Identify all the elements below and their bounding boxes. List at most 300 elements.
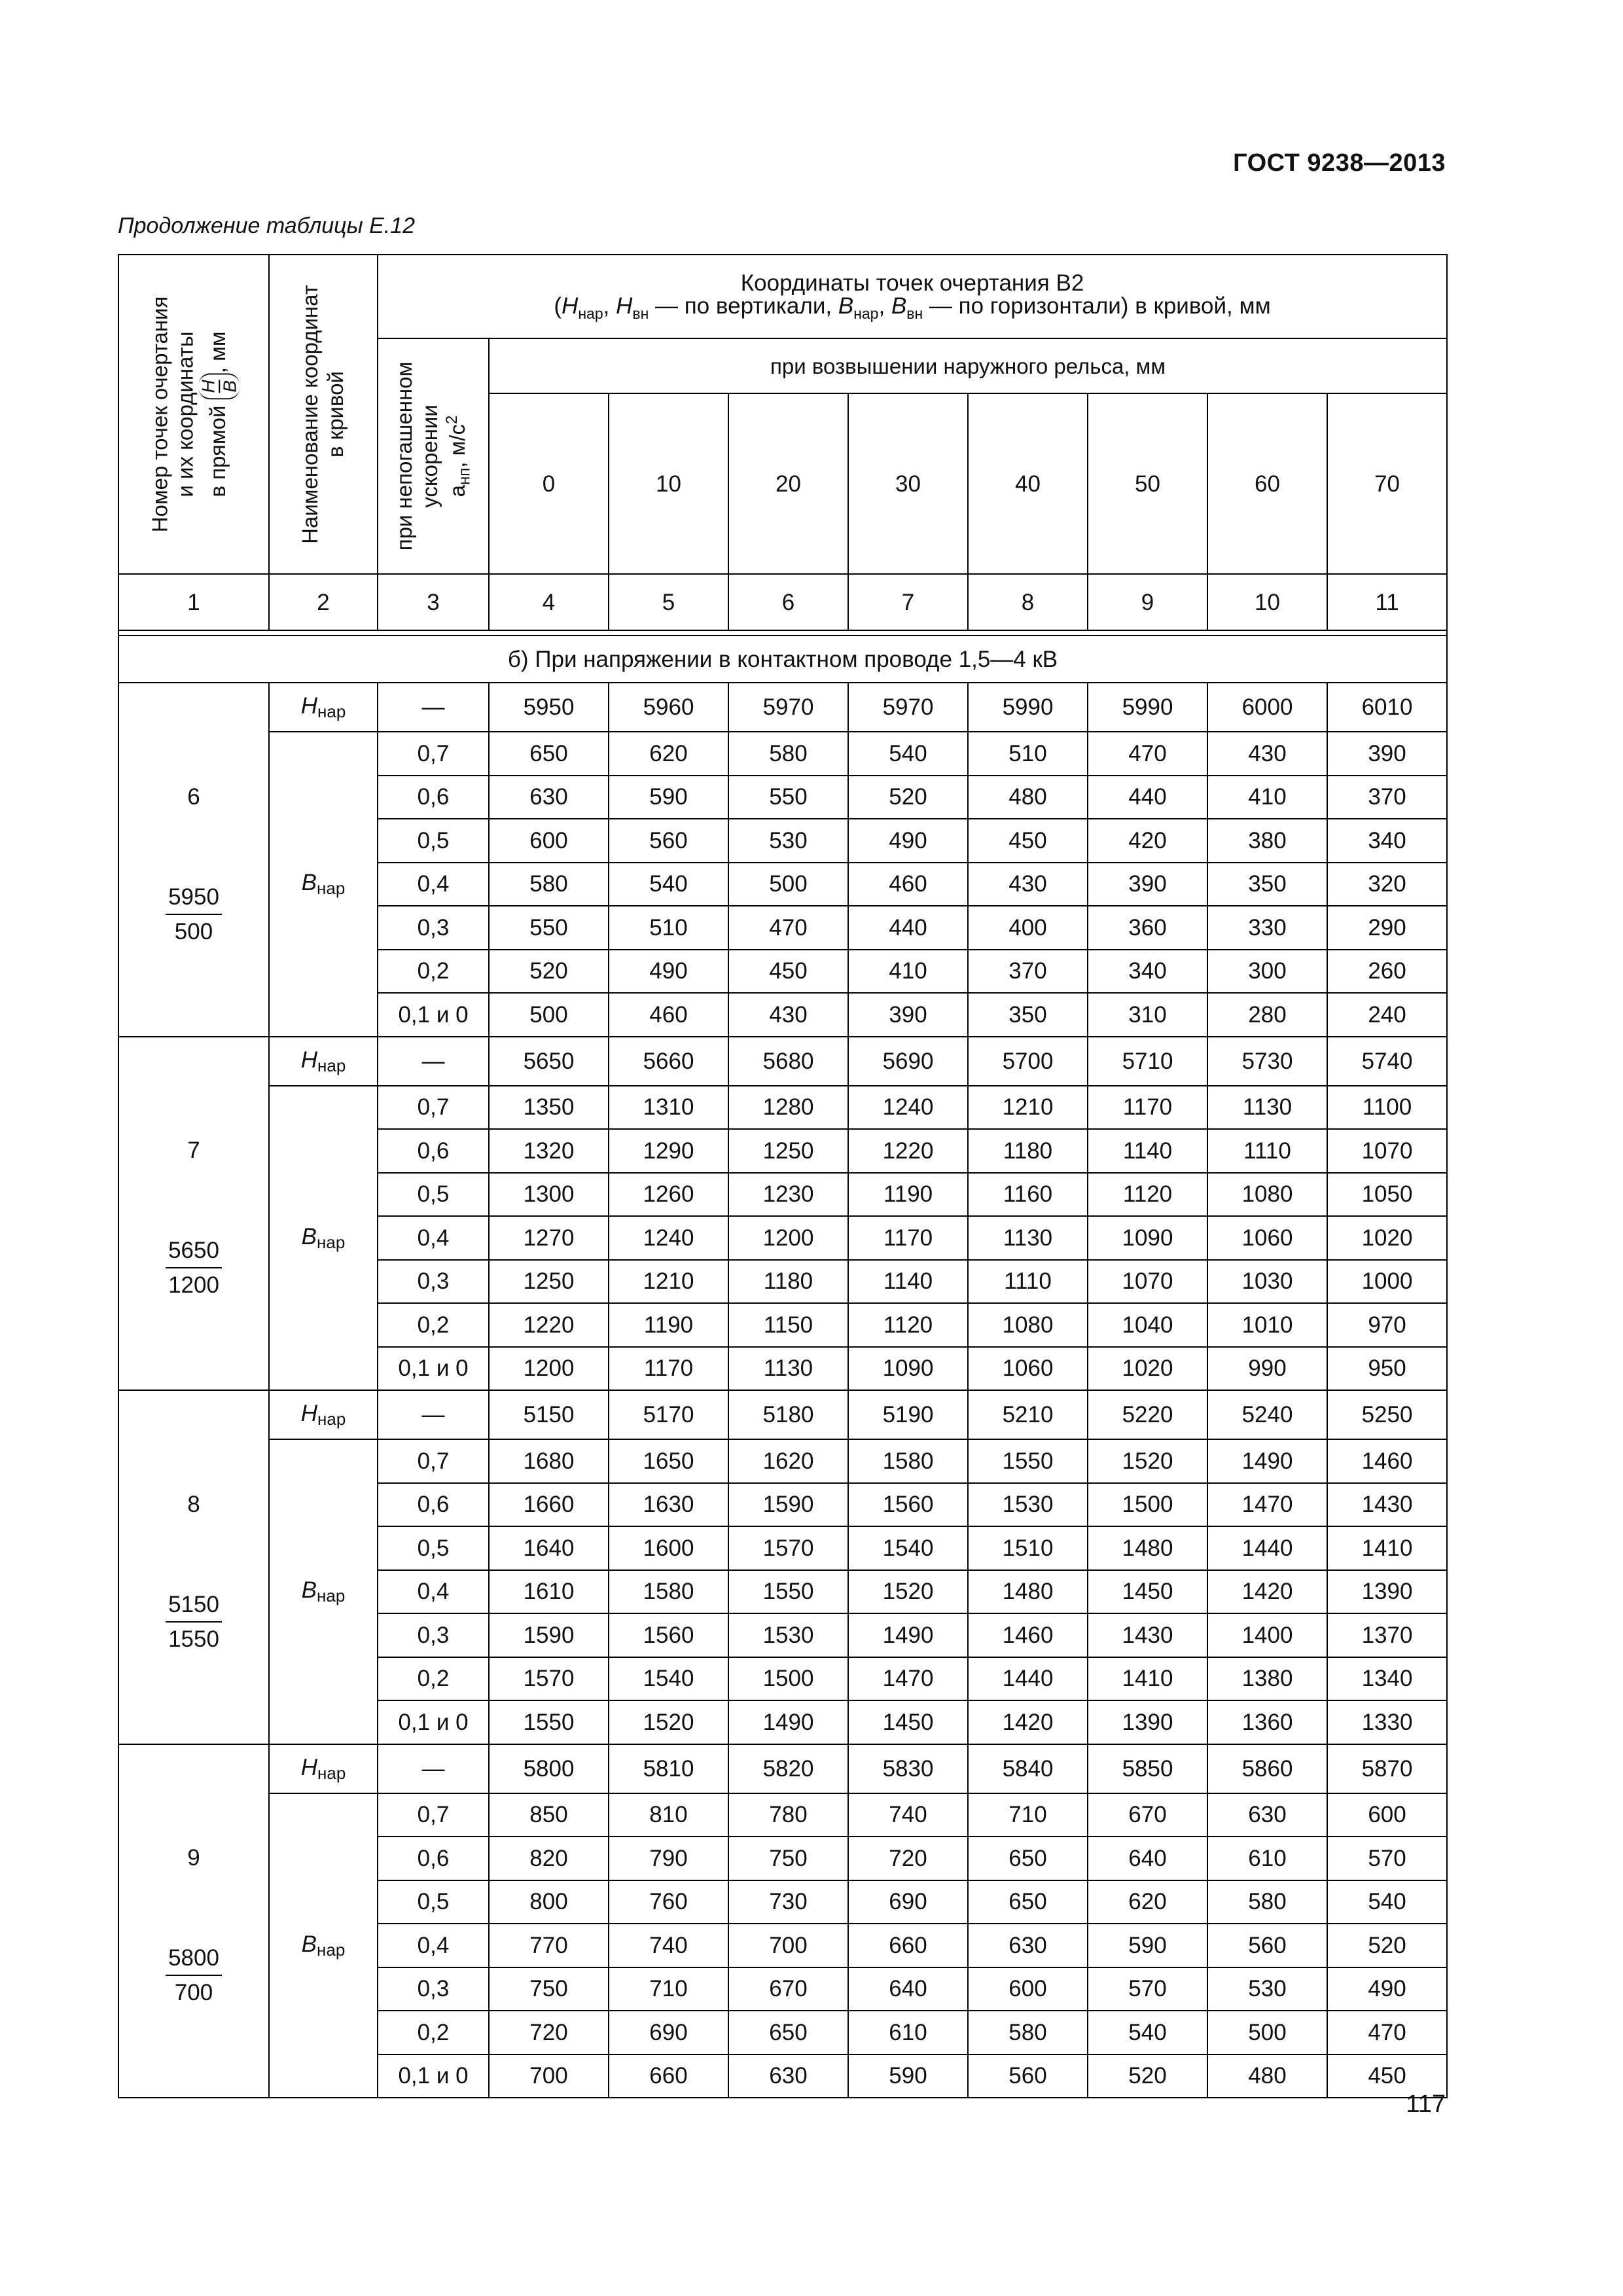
value-cell: 970 xyxy=(1327,1303,1447,1347)
value-cell: 1120 xyxy=(1088,1173,1207,1217)
value-cell: 750 xyxy=(489,1967,609,2011)
value-cell: 490 xyxy=(609,950,728,994)
value-cell: 1320 xyxy=(489,1129,609,1173)
value-cell: 650 xyxy=(968,1837,1088,1880)
header-coordinates-b2: Координаты точек очертания В2 ($H_{нар}$, $H_{вн}$ — по вертикали, $B_{нар}$, $B_{вн}$ — по горизонтали) в кривой, мм xyxy=(378,255,1447,338)
value-cell: 5970 xyxy=(848,683,968,732)
value-cell: 1140 xyxy=(848,1260,968,1304)
value-cell: 820 xyxy=(489,1837,609,1880)
value-cell: 570 xyxy=(1327,1837,1447,1880)
value-cell: 1140 xyxy=(1088,1129,1207,1173)
value-cell: 1430 xyxy=(1088,1613,1207,1657)
value-cell: 580 xyxy=(968,2011,1088,2054)
value-cell: 1480 xyxy=(968,1570,1088,1614)
b-nar-label: $B_{нар}$ xyxy=(269,1086,378,1391)
value-cell: 1570 xyxy=(489,1657,609,1701)
header-rail-elevation: при возвышении наружного рельса, мм xyxy=(489,338,1447,393)
value-cell: 1550 xyxy=(728,1570,848,1614)
accel-dash: — xyxy=(378,1744,489,1793)
value-cell: 1200 xyxy=(489,1347,609,1391)
value-cell: 1130 xyxy=(1207,1086,1327,1130)
value-cell: 810 xyxy=(609,1793,728,1837)
value-cell: 600 xyxy=(968,1967,1088,2011)
elevation-header-cell: 40 xyxy=(968,393,1088,574)
value-cell: 740 xyxy=(848,1793,968,1837)
accel-dash: — xyxy=(378,1037,489,1086)
accel-cell: 0,3 xyxy=(378,1613,489,1657)
value-cell: 1020 xyxy=(1088,1347,1207,1391)
column-number: 10 xyxy=(1207,574,1327,630)
value-cell: 5700 xyxy=(968,1037,1088,1086)
value-cell: 310 xyxy=(1088,993,1207,1037)
accel-cell: 0,1 и 0 xyxy=(378,1700,489,1744)
value-cell: 620 xyxy=(1088,1880,1207,1924)
value-cell: 530 xyxy=(1207,1967,1327,2011)
value-cell: 500 xyxy=(728,863,848,906)
value-cell: 450 xyxy=(1327,2054,1447,2098)
column-number: 7 xyxy=(848,574,968,630)
h-row xyxy=(118,683,1447,732)
value-cell: 1540 xyxy=(609,1657,728,1701)
value-cell: 420 xyxy=(1088,819,1207,863)
accel-cell: 0,1 и 0 xyxy=(378,1347,489,1391)
accel-cell: 0,2 xyxy=(378,2011,489,2054)
value-cell: 990 xyxy=(1207,1347,1327,1391)
h-nar-label: $H_{нар}$ xyxy=(269,1390,378,1439)
value-cell: 520 xyxy=(1088,2054,1207,2098)
elevation-header-cell: 70 xyxy=(1327,393,1447,574)
value-cell: 1170 xyxy=(609,1347,728,1391)
value-cell: 1650 xyxy=(609,1439,728,1483)
accel-cell: 0,3 xyxy=(378,906,489,950)
value-cell: 1450 xyxy=(848,1700,968,1744)
value-cell: 850 xyxy=(489,1793,609,1837)
value-cell: 480 xyxy=(968,776,1088,819)
value-cell: 1080 xyxy=(1207,1173,1327,1217)
value-cell: 1180 xyxy=(968,1129,1088,1173)
value-cell: 1600 xyxy=(609,1526,728,1570)
accel-cell: 0,7 xyxy=(378,1086,489,1130)
value-cell: 1270 xyxy=(489,1216,609,1260)
value-cell: 1160 xyxy=(968,1173,1088,1217)
value-cell: 470 xyxy=(1327,2011,1447,2054)
accel-cell: 0,5 xyxy=(378,1880,489,1924)
value-cell: 1290 xyxy=(609,1129,728,1173)
value-cell: 1050 xyxy=(1327,1173,1447,1217)
value-cell: 1070 xyxy=(1327,1129,1447,1173)
value-cell: 950 xyxy=(1327,1347,1447,1391)
value-cell: 330 xyxy=(1207,906,1327,950)
fraction-numerator: 5800 xyxy=(166,1946,222,1976)
page-number: 117 xyxy=(1406,2090,1446,2118)
value-cell: 1470 xyxy=(848,1657,968,1701)
b-nar-label: $B_{нар}$ xyxy=(269,732,378,1037)
h-over-b-fraction: H B xyxy=(198,373,240,399)
value-cell: 1530 xyxy=(968,1483,1088,1527)
value-cell: 1210 xyxy=(968,1086,1088,1130)
value-cell: 500 xyxy=(489,993,609,1037)
value-cell: 240 xyxy=(1327,993,1447,1037)
value-cell: 1520 xyxy=(609,1700,728,1744)
value-cell: 5950 xyxy=(489,683,609,732)
value-cell: 580 xyxy=(728,732,848,776)
value-cell: 370 xyxy=(1327,776,1447,819)
value-cell: 5240 xyxy=(1207,1390,1327,1439)
value-cell: 1340 xyxy=(1327,1657,1447,1701)
value-cell: 460 xyxy=(609,993,728,1037)
fraction-numerator: 5650 xyxy=(166,1239,222,1268)
value-cell: 1590 xyxy=(489,1613,609,1657)
value-cell: 1010 xyxy=(1207,1303,1327,1347)
value-cell: 1330 xyxy=(1327,1700,1447,1744)
value-cell: 670 xyxy=(1088,1793,1207,1837)
fraction-denominator: 1200 xyxy=(168,1272,219,1299)
point-number: 8 xyxy=(187,1491,200,1517)
value-cell: 580 xyxy=(489,863,609,906)
value-cell: 1400 xyxy=(1207,1613,1327,1657)
value-cell: 5990 xyxy=(968,683,1088,732)
value-cell: 5180 xyxy=(728,1390,848,1439)
value-cell: 1580 xyxy=(609,1570,728,1614)
value-cell: 1640 xyxy=(489,1526,609,1570)
elevation-header-cell: 20 xyxy=(728,393,848,574)
value-cell: 5690 xyxy=(848,1037,968,1086)
value-cell: 780 xyxy=(728,1793,848,1837)
value-cell: 1580 xyxy=(848,1439,968,1483)
value-cell: 730 xyxy=(728,1880,848,1924)
value-cell: 600 xyxy=(489,819,609,863)
value-cell: 1220 xyxy=(489,1303,609,1347)
value-cell: 670 xyxy=(728,1967,848,2011)
value-cell: 750 xyxy=(728,1837,848,1880)
value-cell: 5800 xyxy=(489,1744,609,1793)
value-cell: 1460 xyxy=(968,1613,1088,1657)
value-cell: 1070 xyxy=(1088,1260,1207,1304)
value-cell: 1370 xyxy=(1327,1613,1447,1657)
value-cell: 660 xyxy=(609,2054,728,2098)
value-cell: 1500 xyxy=(728,1657,848,1701)
value-cell: 1630 xyxy=(609,1483,728,1527)
value-cell: 380 xyxy=(1207,819,1327,863)
column-number: 11 xyxy=(1327,574,1447,630)
value-cell: 1090 xyxy=(1088,1216,1207,1260)
value-cell: 1210 xyxy=(609,1260,728,1304)
accel-dash: — xyxy=(378,1390,489,1439)
value-cell: 1590 xyxy=(728,1483,848,1527)
value-cell: 390 xyxy=(1088,863,1207,906)
h-nar-label: $H_{нар}$ xyxy=(269,1037,378,1086)
document-code: ГОСТ 9238—2013 xyxy=(1233,149,1446,177)
value-cell: 470 xyxy=(1088,732,1207,776)
value-cell: 1390 xyxy=(1088,1700,1207,1744)
value-cell: 5860 xyxy=(1207,1744,1327,1793)
h-row xyxy=(118,1037,1447,1086)
value-cell: 720 xyxy=(489,2011,609,2054)
fraction-numerator: 5950 xyxy=(166,886,222,915)
value-cell: 5650 xyxy=(489,1037,609,1086)
value-cell: 450 xyxy=(968,819,1088,863)
elevation-header-cell: 50 xyxy=(1088,393,1207,574)
value-cell: 1660 xyxy=(489,1483,609,1527)
value-cell: 790 xyxy=(609,1837,728,1880)
value-cell: 5210 xyxy=(968,1390,1088,1439)
value-cell: 1040 xyxy=(1088,1303,1207,1347)
value-cell: 690 xyxy=(609,2011,728,2054)
value-cell: 1310 xyxy=(609,1086,728,1130)
accel-cell: 0,1 и 0 xyxy=(378,993,489,1037)
value-cell: 5170 xyxy=(609,1390,728,1439)
value-cell: 1350 xyxy=(489,1086,609,1130)
value-cell: 5970 xyxy=(728,683,848,732)
value-cell: 1240 xyxy=(848,1086,968,1130)
b-row xyxy=(118,1086,1447,1130)
value-cell: 710 xyxy=(609,1967,728,2011)
value-cell: 300 xyxy=(1207,950,1327,994)
straight-coordinates-fraction xyxy=(166,1239,222,1297)
table-caption: Продолжение таблицы Е.12 xyxy=(118,213,416,238)
value-cell: 1000 xyxy=(1327,1260,1447,1304)
value-cell: 5250 xyxy=(1327,1390,1447,1439)
accel-cell: 0,3 xyxy=(378,1260,489,1304)
value-cell: 520 xyxy=(1327,1924,1447,1967)
value-cell: 1060 xyxy=(968,1347,1088,1391)
elevation-header-cell: 10 xyxy=(609,393,728,574)
value-cell: 1460 xyxy=(1327,1439,1447,1483)
value-cell: 280 xyxy=(1207,993,1327,1037)
value-cell: 1250 xyxy=(728,1129,848,1173)
value-cell: 1200 xyxy=(728,1216,848,1260)
elevation-header-cell: 60 xyxy=(1207,393,1327,574)
value-cell: 350 xyxy=(968,993,1088,1037)
value-cell: 290 xyxy=(1327,906,1447,950)
value-cell: 450 xyxy=(728,950,848,994)
column-number: 8 xyxy=(968,574,1088,630)
value-cell: 700 xyxy=(489,2054,609,2098)
accel-cell: 0,4 xyxy=(378,863,489,906)
value-cell: 390 xyxy=(848,993,968,1037)
value-cell: 1410 xyxy=(1327,1526,1447,1570)
value-cell: 1470 xyxy=(1207,1483,1327,1527)
value-cell: 490 xyxy=(848,819,968,863)
value-cell: 1450 xyxy=(1088,1570,1207,1614)
value-cell: 1150 xyxy=(728,1303,848,1347)
straight-coordinates-fraction xyxy=(166,886,222,943)
value-cell: 5220 xyxy=(1088,1390,1207,1439)
value-cell: 1680 xyxy=(489,1439,609,1483)
value-cell: 1130 xyxy=(968,1216,1088,1260)
point-cell xyxy=(118,1037,269,1391)
value-cell: 630 xyxy=(489,776,609,819)
value-cell: 630 xyxy=(968,1924,1088,1967)
b-row xyxy=(118,1793,1447,1837)
value-cell: 1510 xyxy=(968,1526,1088,1570)
column-number: 9 xyxy=(1088,574,1207,630)
value-cell: 1180 xyxy=(728,1260,848,1304)
value-cell: 610 xyxy=(848,2011,968,2054)
accel-cell: 0,7 xyxy=(378,1793,489,1837)
value-cell: 1500 xyxy=(1088,1483,1207,1527)
value-cell: 5810 xyxy=(609,1744,728,1793)
value-cell: 770 xyxy=(489,1924,609,1967)
value-cell: 690 xyxy=(848,1880,968,1924)
value-cell: 1410 xyxy=(1088,1657,1207,1701)
value-cell: 260 xyxy=(1327,950,1447,994)
value-cell: 530 xyxy=(728,819,848,863)
value-cell: 570 xyxy=(1088,1967,1207,2011)
value-cell: 5840 xyxy=(968,1744,1088,1793)
value-cell: 650 xyxy=(968,1880,1088,1924)
value-cell: 1110 xyxy=(968,1260,1088,1304)
value-cell: 1610 xyxy=(489,1570,609,1614)
value-cell: 5820 xyxy=(728,1744,848,1793)
straight-coordinates-fraction xyxy=(166,1593,222,1651)
value-cell: 550 xyxy=(489,906,609,950)
value-cell: 5740 xyxy=(1327,1037,1447,1086)
value-cell: 650 xyxy=(489,732,609,776)
value-cell: 740 xyxy=(609,1924,728,1967)
value-cell: 1080 xyxy=(968,1303,1088,1347)
header-coordinate-names: Наименование координат в кривой xyxy=(269,255,378,574)
accel-cell: 0,5 xyxy=(378,1526,489,1570)
header-acceleration: при непогашенном ускорении $a_{нп}$, $м/с^2$ xyxy=(378,338,489,574)
accel-cell: 0,2 xyxy=(378,950,489,994)
value-cell: 1020 xyxy=(1327,1216,1447,1260)
value-cell: 1360 xyxy=(1207,1700,1327,1744)
value-cell: 1520 xyxy=(1088,1439,1207,1483)
value-cell: 1390 xyxy=(1327,1570,1447,1614)
column-number: 1 xyxy=(118,574,269,630)
value-cell: 560 xyxy=(968,2054,1088,2098)
value-cell: 590 xyxy=(848,2054,968,2098)
value-cell: 620 xyxy=(609,732,728,776)
column-number: 5 xyxy=(609,574,728,630)
value-cell: 540 xyxy=(1327,1880,1447,1924)
value-cell: 1420 xyxy=(968,1700,1088,1744)
b-nar-label: $B_{нар}$ xyxy=(269,1793,378,2098)
value-cell: 540 xyxy=(609,863,728,906)
value-cell: 590 xyxy=(609,776,728,819)
accel-cell: 0,1 и 0 xyxy=(378,2054,489,2098)
value-cell: 320 xyxy=(1327,863,1447,906)
value-cell: 1620 xyxy=(728,1439,848,1483)
point-cell xyxy=(118,1390,269,1744)
value-cell: 5680 xyxy=(728,1037,848,1086)
value-cell: 610 xyxy=(1207,1837,1327,1880)
value-cell: 1300 xyxy=(489,1173,609,1217)
value-cell: 6010 xyxy=(1327,683,1447,732)
section-title: б) При напряжении в контактном проводе 1,5—4 кВ xyxy=(118,636,1447,683)
value-cell: 520 xyxy=(489,950,609,994)
value-cell: 1250 xyxy=(489,1260,609,1304)
value-cell: 700 xyxy=(728,1924,848,1967)
value-cell: 640 xyxy=(1088,1837,1207,1880)
value-cell: 1030 xyxy=(1207,1260,1327,1304)
h-nar-label: $H_{нар}$ xyxy=(269,683,378,732)
value-cell: 1570 xyxy=(728,1526,848,1570)
value-cell: 510 xyxy=(609,906,728,950)
value-cell: 430 xyxy=(1207,732,1327,776)
value-cell: 360 xyxy=(1088,906,1207,950)
point-cell xyxy=(118,683,269,1037)
value-cell: 1100 xyxy=(1327,1086,1447,1130)
fraction-denominator: 500 xyxy=(174,918,213,944)
value-cell: 1260 xyxy=(609,1173,728,1217)
accel-dash: — xyxy=(378,683,489,732)
value-cell: 1170 xyxy=(1088,1086,1207,1130)
value-cell: 640 xyxy=(848,1967,968,2011)
value-cell: 1130 xyxy=(728,1347,848,1391)
value-cell: 500 xyxy=(1207,2011,1327,2054)
accel-cell: 0,5 xyxy=(378,1173,489,1217)
point-cell xyxy=(118,1744,269,2098)
fraction-denominator: 1550 xyxy=(168,1626,219,1652)
b-row xyxy=(118,1439,1447,1483)
value-cell: 600 xyxy=(1327,1793,1447,1837)
column-number: 6 xyxy=(728,574,848,630)
value-cell: 510 xyxy=(968,732,1088,776)
accel-cell: 0,3 xyxy=(378,1967,489,2011)
fraction-denominator: 700 xyxy=(174,1980,213,2006)
value-cell: 1420 xyxy=(1207,1570,1327,1614)
accel-cell: 0,2 xyxy=(378,1303,489,1347)
value-cell: 1430 xyxy=(1327,1483,1447,1527)
h-row xyxy=(118,1390,1447,1439)
value-cell: 490 xyxy=(1327,1967,1447,2011)
value-cell: 660 xyxy=(848,1924,968,1967)
accel-cell: 0,6 xyxy=(378,1483,489,1527)
column-number: 3 xyxy=(378,574,489,630)
value-cell: 1520 xyxy=(848,1570,968,1614)
value-cell: 1560 xyxy=(848,1483,968,1527)
value-cell: 5990 xyxy=(1088,683,1207,732)
value-cell: 1550 xyxy=(968,1439,1088,1483)
value-cell: 650 xyxy=(728,2011,848,2054)
value-cell: 540 xyxy=(1088,2011,1207,2054)
accel-cell: 0,4 xyxy=(378,1570,489,1614)
value-cell: 1280 xyxy=(728,1086,848,1130)
value-cell: 1540 xyxy=(848,1526,968,1570)
accel-cell: 0,5 xyxy=(378,819,489,863)
accel-cell: 0,2 xyxy=(378,1657,489,1701)
point-number: 6 xyxy=(187,783,200,810)
accel-cell: 0,7 xyxy=(378,732,489,776)
value-cell: 1190 xyxy=(609,1303,728,1347)
value-cell: 410 xyxy=(848,950,968,994)
point-number: 7 xyxy=(187,1138,200,1164)
value-cell: 470 xyxy=(728,906,848,950)
value-cell: 1230 xyxy=(728,1173,848,1217)
value-cell: 760 xyxy=(609,1880,728,1924)
value-cell: 430 xyxy=(728,993,848,1037)
value-cell: 1380 xyxy=(1207,1657,1327,1701)
elevation-header-cell: 30 xyxy=(848,393,968,574)
value-cell: 5660 xyxy=(609,1037,728,1086)
value-cell: 430 xyxy=(968,863,1088,906)
coordinates-table xyxy=(118,254,1448,2098)
value-cell: 1550 xyxy=(489,1700,609,1744)
column-number: 2 xyxy=(269,574,378,630)
value-cell: 6000 xyxy=(1207,683,1327,732)
value-cell: 550 xyxy=(728,776,848,819)
accel-cell: 0,4 xyxy=(378,1924,489,1967)
value-cell: 710 xyxy=(968,1793,1088,1837)
value-cell: 800 xyxy=(489,1880,609,1924)
value-cell: 400 xyxy=(968,906,1088,950)
value-cell: 1220 xyxy=(848,1129,968,1173)
value-cell: 720 xyxy=(848,1837,968,1880)
value-cell: 1120 xyxy=(848,1303,968,1347)
value-cell: 520 xyxy=(848,776,968,819)
